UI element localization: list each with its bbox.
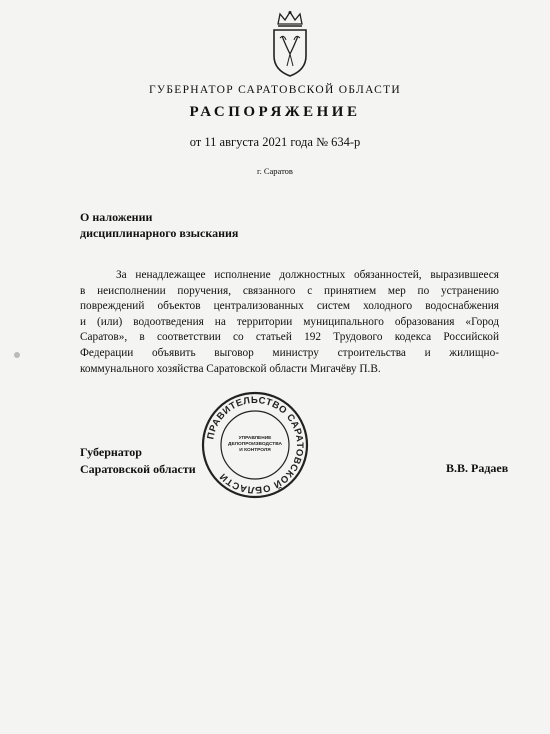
signatory-position [80, 444, 196, 478]
document-city: г. Саратов [257, 166, 293, 176]
body-line: в неисполнении поручения, связанного с принятием мер по устранению [80, 284, 499, 297]
body-line: коммунального хозяйства Саратовской области Мигачёву П.В. [80, 362, 381, 375]
stamp-center-text [228, 436, 282, 454]
document-type: РАСПОРЯЖЕНИЕ [189, 104, 361, 120]
authority-title: ГУБЕРНАТОР САРАТОВСКОЙ ОБЛАСТИ [148, 84, 402, 96]
document-date-number: от 11 августа 2021 года № 634-р [189, 135, 361, 149]
stamp-center-line: И КОНТРОЛЯ [239, 448, 271, 453]
signatory-name: В.В. Радаев [446, 461, 509, 475]
body-line: и (или) водоотведения на территории муниципального образования «Город [80, 315, 499, 328]
subject-line: О наложении [80, 210, 153, 224]
document-body [80, 268, 499, 377]
scan-artifact [14, 352, 20, 358]
signatory-position-line: Губернатор [80, 445, 142, 459]
stamp-center-line: УПРАВЛЕНИЕ [238, 436, 272, 441]
stamp-ring-text: ПРАВИТЕЛЬСТВО САРАТОВСКОЙ ОБЛАСТИ [205, 394, 306, 496]
document-subject [80, 209, 238, 241]
body-line: Саратов», в соответствии со статьей 192 Трудового кодекса Российской [80, 331, 499, 344]
body-line: Федерации объявить выговор министру строительства и жилищно- [80, 346, 499, 359]
signatory-position-line: Саратовской области [80, 462, 196, 476]
body-line: повреждений объектов централизованных систем холодного водоснабжения [80, 300, 499, 313]
subject-line: дисциплинарного взыскания [80, 226, 239, 240]
saratov-coat-of-arms-icon [268, 10, 312, 78]
stamp-center-line: ДЕЛОПРОИЗВОДСТВА [228, 442, 282, 447]
body-line: За ненадлежащее исполнение должностных обязанностей, выразившееся [116, 269, 499, 281]
